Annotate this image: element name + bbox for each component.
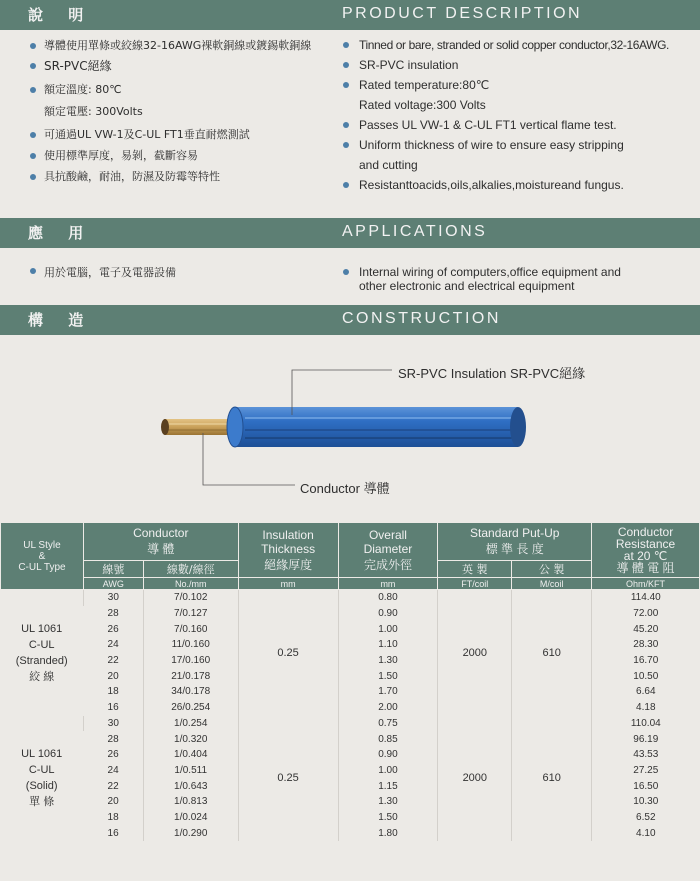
table-row [1,825,700,841]
awg-cell: 20 [107,796,119,808]
diameter-cell: 0.90 [338,606,438,622]
spec-table [0,522,700,841]
bullet-icon [30,268,36,274]
table-row [1,747,700,763]
resistance-cell: 43.53 [592,747,700,763]
insulation-label: SR-PVC Insulation SR-PVC絕緣 [398,366,586,381]
bullet-icon [30,174,36,180]
table-row [1,778,700,794]
awg-cell: 24 [107,764,119,776]
bullet-icon [343,122,349,128]
strand-cell: 1/0.024 [143,810,238,826]
table-row [1,810,700,826]
resistance-cell: 10.50 [592,668,700,684]
insulation-cell: 0.25 [238,590,338,716]
bullet-icon [30,153,36,159]
unit-insulation: mm [238,578,338,590]
list-item: Uniform thickness of wire to ensure easy stripping [343,135,669,155]
unit-eng: FT/coil [438,578,512,590]
resistance-cell: 6.52 [592,810,700,826]
resistance-cell: 110.04 [592,716,700,732]
awg-cell: 22 [107,655,119,667]
description-title-zh: 說 明 [28,6,94,24]
strand-cell: 1/0.511 [143,763,238,779]
m-coil-cell: 610 [512,590,592,716]
strand-cell: 1/0.320 [143,731,238,747]
description-list-zh [30,36,311,187]
awg-cell: 18 [107,686,119,698]
strand-cell: 26/0.254 [143,700,238,716]
unit-diameter: mm [338,578,438,590]
list-item: Rated voltage:300 Volts [359,98,486,112]
table-row [1,590,700,606]
description-header [0,0,700,30]
header-style: UL Style & C-UL Type [1,523,84,590]
table-row [1,700,700,716]
header-resistance: Conductor Resistance at 20 ℃ 導 體 電 阻 [592,523,700,578]
awg-cell: 30 [83,716,143,732]
awg-cell: 26 [107,623,119,635]
diameter-cell: 0.80 [338,590,438,606]
unit-metric: M/coil [512,578,592,590]
group-style-cell: UL 1061 C-UL (Solid) 單 條 [21,748,63,809]
unit-awg: AWG [83,578,143,590]
description-list-en [343,35,669,195]
unit-strand: No./mm [143,578,238,590]
table-row [1,794,700,810]
strand-cell: 17/0.160 [143,653,238,669]
ft-coil-cell: 2000 [438,716,512,842]
construction-title-zh: 構 造 [28,311,94,329]
strand-cell: 1/0.404 [143,747,238,763]
resistance-cell: 4.10 [592,825,700,841]
bullet-icon [30,87,36,93]
list-item: 可通過UL VW-1及C-UL FT1垂直耐燃測試 [30,125,311,145]
resistance-cell: 72.00 [592,606,700,622]
strand-cell: 11/0.160 [143,637,238,653]
resistance-cell: 96.19 [592,731,700,747]
strand-cell: 7/0.160 [143,621,238,637]
diameter-cell: 1.30 [338,794,438,810]
description-title-en: PRODUCT DESCRIPTION [342,5,583,22]
header-strand-zh: 線數/線徑 [143,561,238,578]
construction-title-en: CONSTRUCTION [342,310,501,327]
strand-cell: 1/0.290 [143,825,238,841]
strand-cell: 7/0.127 [143,606,238,622]
header-conductor: Conductor 導 體 [83,523,238,561]
diameter-cell: 0.85 [338,731,438,747]
diameter-cell: 1.15 [338,778,438,794]
table-row [1,684,700,700]
awg-cell: 16 [107,702,119,714]
awg-cell: 26 [107,749,119,761]
resistance-cell: 6.64 [592,684,700,700]
header-diameter: Overall Diameter 完成外徑 [338,523,438,578]
list-item: 額定溫度: 80℃ [30,80,311,100]
insulation-jacket [227,407,526,447]
header-eng-zh: 英 製 [438,561,512,578]
list-item: 使用標準厚度，易剝，截斷容易 [30,146,311,166]
resistance-cell: 28.30 [592,637,700,653]
applications-text-zh: 用於電腦，電子及電器設備 [30,264,176,280]
bullet-icon [30,43,36,49]
table-row [1,653,700,669]
diameter-cell: 0.75 [338,716,438,732]
table-row [1,763,700,779]
header-putup: Standard Put-Up 標 準 長 度 [438,523,592,561]
bullet-icon [343,182,349,188]
table-row [1,637,700,653]
list-item: 額定電壓: 300Volts [44,105,143,118]
bullet-icon [343,82,349,88]
diameter-cell: 1.30 [338,653,438,669]
table-row [1,621,700,637]
awg-cell: 28 [107,608,119,620]
awg-cell: 20 [107,670,119,682]
header-insulation: Insulation Thickness 絕緣厚度 [238,523,338,578]
resistance-cell: 114.40 [592,590,700,606]
bullet-icon [343,269,349,275]
list-item: and cutting [359,158,418,172]
diameter-cell: 1.70 [338,684,438,700]
awg-cell: 16 [107,827,119,839]
strand-cell: 7/0.102 [143,590,238,606]
bullet-icon [30,132,36,138]
diameter-cell: 0.90 [338,747,438,763]
strand-cell: 21/0.178 [143,668,238,684]
strand-cell: 34/0.178 [143,684,238,700]
applications-text-en: Internal wiring of computers,office equipment and other electronic and electrical equipment [343,265,621,293]
list-item: Passes UL VW-1 & C-UL FT1 vertical flame test. [343,115,669,135]
unit-resistance: Ohm/KFT [592,578,700,590]
awg-cell: 30 [83,590,143,606]
list-item: Tinned or bare, stranded or solid copper conductor,32-16AWG. [343,35,669,55]
bullet-icon [343,142,349,148]
strand-cell: 1/0.254 [143,716,238,732]
list-item: Resistanttoacids,oils,alkalies,moistureand fungus. [343,175,669,195]
resistance-cell: 16.50 [592,778,700,794]
awg-cell: 24 [107,639,119,651]
list-item: Rated temperature:80℃ [343,75,669,95]
bullet-icon [30,63,36,69]
list-item: SR-PVC絕緣 [30,56,311,76]
group-style-cell: UL 1061 C-UL (Stranded) 絞 線 [15,622,68,683]
bullet-icon [343,62,349,68]
ft-coil-cell: 2000 [438,590,512,716]
applications-title-en: APPLICATIONS [342,223,488,240]
resistance-cell: 16.70 [592,653,700,669]
awg-cell: 28 [107,733,119,745]
applications-header [0,218,700,248]
header-metric-zh: 公 製 [512,561,592,578]
diameter-cell: 1.00 [338,621,438,637]
m-coil-cell: 610 [512,716,592,842]
diameter-cell: 1.00 [338,763,438,779]
table-row [1,606,700,622]
table-row [1,716,700,732]
spec-table-body [1,590,700,842]
conductor-label: Conductor 導體 [300,481,390,496]
applications-title-zh: 應 用 [28,224,94,242]
resistance-cell: 45.20 [592,621,700,637]
list-item: 導體使用單條或絞線32-16AWG裸軟銅線或鍍錫軟銅線 [30,36,311,56]
resistance-cell: 4.18 [592,700,700,716]
table-row [1,731,700,747]
awg-cell: 18 [107,811,119,823]
resistance-cell: 10.30 [592,794,700,810]
insulation-cell: 0.25 [238,716,338,842]
table-row [1,668,700,684]
strand-cell: 1/0.643 [143,778,238,794]
diameter-cell: 1.80 [338,825,438,841]
diameter-cell: 1.50 [338,810,438,826]
diameter-cell: 2.00 [338,700,438,716]
resistance-cell: 27.25 [592,763,700,779]
diameter-cell: 1.10 [338,637,438,653]
header-awg-zh: 線號 [83,561,143,578]
list-item: SR-PVC insulation [343,55,669,75]
bullet-icon [343,42,349,48]
list-item: 具抗酸鹼，耐油，防濕及防霉等特性 [30,167,311,187]
strand-cell: 1/0.813 [143,794,238,810]
diameter-cell: 1.50 [338,668,438,684]
awg-cell: 22 [107,780,119,792]
